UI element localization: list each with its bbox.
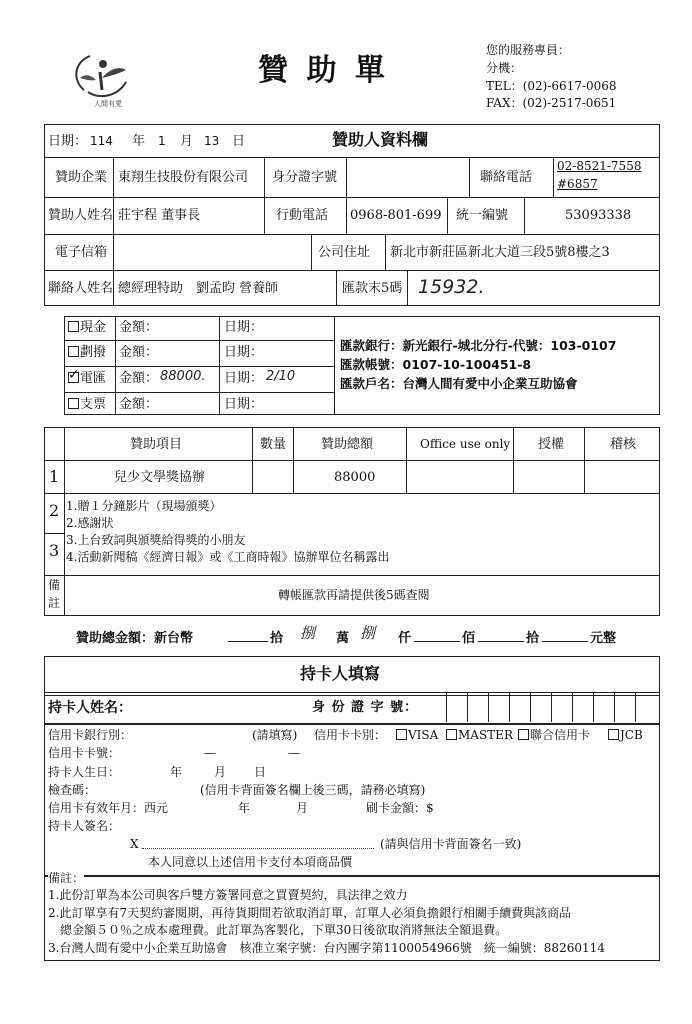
notes-label: 備註： (48, 871, 85, 885)
union-checkbox[interactable] (518, 729, 529, 740)
address-value[interactable]: 新北市新莊區新北大道三段5號8樓之3 (390, 245, 610, 260)
cash-checkbox[interactable] (68, 321, 79, 332)
card-type-visa[interactable]: VISA (396, 729, 438, 741)
header-authorize: 授權 (538, 437, 565, 452)
header-item: 贊助項目 (130, 437, 183, 452)
expiry-month-label: 月 (296, 801, 309, 815)
note-4: 3.台灣人間有愛中小企業互助協會 核准立案字號：台內團字第1100054966號 統一編號：88260114 (48, 941, 605, 955)
note-2: 2.此訂單享有7天契約審閱期，再待貨期間若欲取消訂單，訂單人必須負擔銀行相關手續費與該商品 (48, 906, 572, 920)
card-number-sep-1: — (204, 746, 216, 760)
contact-phone-ext[interactable]: #6857 (557, 177, 598, 191)
total-unit-shi: 拾 (270, 631, 284, 646)
bank-account-holder: 匯款戶名：台灣人間有愛中小企業互助協會 (340, 376, 578, 391)
form-title: 贊 助 單 (258, 53, 389, 88)
wire-date-value[interactable]: 2/10 (266, 369, 296, 384)
total-value-wan[interactable]: 捌 (360, 624, 376, 642)
tax-id-value[interactable]: 53093338 (565, 208, 632, 223)
bank-account: 匯款帳號：0107-10-100451-8 (340, 357, 532, 372)
charge-amount-label: 刷卡金額：$ (366, 801, 434, 815)
service-staff-label: 您的服務專員： (486, 43, 571, 57)
check-code-hint: (信用卡背面簽名欄上後三碼，請務必填寫) (200, 783, 426, 797)
check-code-label: 檢查碼： (48, 783, 97, 797)
contact-phone-label: 聯絡電話 (480, 170, 533, 185)
svg-text:人間有愛: 人間有愛 (94, 100, 122, 108)
card-details (44, 724, 660, 876)
remark-label-2: 註 (48, 596, 61, 610)
date-month[interactable]: 1 (158, 134, 166, 148)
sponsor-name-value[interactable]: 莊宇程 董事長 (118, 208, 201, 223)
check-label: 支票 (80, 397, 107, 412)
remark-label-1: 備 (48, 578, 61, 592)
card-number-sep-2: — (288, 746, 300, 760)
date-year[interactable]: 114 (90, 134, 113, 148)
benefit-2: 2.感謝狀 (66, 516, 114, 530)
birthday-label: 持卡人生日： (48, 765, 121, 779)
signature-hint: (請與信用卡背面簽名一致) (380, 837, 522, 851)
sponsor-section-title: 贊助人資料欄 (332, 130, 429, 149)
benefit-1: 1.贈１分鐘影片（現場頒獎） (66, 499, 222, 513)
date-day-label: 日 (232, 134, 246, 149)
birthday-year-label: 年 (170, 765, 183, 779)
contact-name-value[interactable]: 總經理特助 劉孟昀 營養師 (118, 281, 279, 296)
check-amount-label: 金額： (119, 397, 159, 412)
wire-date-label: 日期： (224, 371, 264, 386)
card-type-label: 信用卡卡別： (314, 728, 387, 742)
note-1: 1.此份訂單為本公司與客戶雙方簽署同意之買賣契約，具法律之效力 (48, 888, 408, 902)
header-office-use: Office use only (420, 437, 511, 451)
row-number: 1 (49, 467, 60, 486)
date-label: 日期： (48, 134, 88, 149)
signature-line[interactable] (142, 848, 374, 849)
visa-checkbox[interactable] (396, 729, 407, 740)
service-ext-label: 分機： (486, 61, 523, 75)
wire-label: 電匯 (80, 371, 107, 386)
sponsor-name-label: 贊助人姓名 (48, 208, 114, 223)
company-label: 贊助企業 (55, 170, 108, 185)
cash-label: 現金 (80, 320, 107, 335)
remit-last5-value[interactable]: 15932. (418, 276, 485, 298)
postal-date-label: 日期： (224, 345, 264, 360)
card-number-label: 信用卡卡號： (48, 746, 121, 760)
service-tel: TEL：(02)-6617-0068 (486, 79, 617, 93)
note-3: 總金額５０％之成本處理費。此訂單為客製化，下單30日後欲取消將無法全額退費。 (48, 923, 508, 937)
check-date-label: 日期： (224, 397, 264, 412)
benefit-3: 3.上台致詞與頒獎給得獎的小朋友 (66, 533, 246, 547)
id-number-label: 身分證字號 (272, 170, 338, 185)
expiry-label: 信用卡有效年月：西元 (48, 801, 169, 815)
row-number-2: 2 (49, 501, 60, 520)
cash-date-label: 日期： (224, 320, 264, 335)
email-label: 電子信箱 (55, 245, 108, 260)
organization-logo (66, 44, 136, 108)
row-number-3: 3 (49, 541, 60, 560)
consent-text: 本人同意以上述信用卡支付本項商品價 (148, 855, 353, 869)
wire-checkbox[interactable] (68, 372, 79, 383)
expiry-year-label: 年 (238, 801, 251, 815)
postal-checkbox[interactable] (68, 346, 79, 357)
total-unit-wan: 萬 (336, 631, 350, 646)
wire-amount-value[interactable]: 88000. (160, 369, 206, 384)
date-day[interactable]: 13 (204, 134, 220, 148)
cash-amount-label: 金額： (119, 320, 159, 335)
address-label: 公司住址 (318, 245, 371, 260)
bank-info: 匯款銀行：新光銀行-城北分行-代號：103-0107 (340, 338, 617, 353)
postal-label: 劃撥 (80, 345, 107, 360)
cardholder-name-label: 持卡人姓名： (48, 700, 132, 716)
remit-last5-label: 匯款末5碼 (342, 281, 403, 296)
contact-phone-value[interactable]: 02-8521-7558 (557, 159, 642, 173)
birthday-day-label: 日 (254, 765, 267, 779)
total-amount-label: 贊助總金額：新台幣 (76, 631, 194, 646)
header-total: 贊助總額 (321, 437, 374, 452)
cardholder-id-label: 身 份 證 字 號： (312, 700, 419, 715)
signature-x: X (130, 837, 139, 851)
benefit-4: 4.活動新聞稿《經濟日報》或《工商時報》協辦單位名稱露出 (66, 550, 390, 564)
remark-text: 轉帳匯款再請提供後5碼查閱 (278, 588, 430, 602)
total-unit-bai: 佰 (462, 631, 476, 646)
contact-name-label: 聯絡人姓名 (48, 281, 114, 296)
total-unit-shi-2: 拾 (526, 631, 540, 646)
total-value-shi[interactable]: 捌 (300, 624, 316, 642)
card-bank-label: 信用卡銀行別： (48, 728, 133, 742)
date-month-label: 月 (180, 134, 194, 149)
company-value[interactable]: 東翔生技股份有限公司 (118, 170, 249, 185)
total-unit-yuan: 元整 (590, 631, 617, 646)
check-checkbox[interactable] (68, 398, 79, 409)
row-total[interactable]: 88000 (334, 470, 376, 485)
header-qty: 數量 (260, 437, 287, 452)
wire-amount-label: 金額： (119, 371, 159, 386)
card-type-union[interactable]: 聯合信用卡 (518, 729, 590, 741)
card-type-jcb[interactable]: JCB (608, 729, 643, 741)
row-item[interactable]: 兒少文學獎協辦 (114, 470, 206, 485)
signature-label: 持卡人簽名： (48, 819, 121, 833)
total-unit-qian: 仟 (398, 631, 412, 646)
header-audit: 稽核 (610, 437, 637, 452)
cardholder-section-title: 持卡人填寫 (300, 664, 381, 683)
date-year-label: 年 (132, 134, 146, 149)
postal-amount-label: 金額： (119, 345, 159, 360)
card-bank-hint: (請填寫) (252, 728, 298, 742)
mobile-value[interactable]: 0968-801-699 (350, 208, 442, 223)
service-fax: FAX：(02)-2517-0651 (486, 96, 617, 110)
mobile-label: 行動電話 (276, 208, 329, 223)
tax-id-label: 統一編號 (456, 208, 509, 223)
birthday-month-label: 月 (214, 765, 227, 779)
master-checkbox[interactable] (446, 729, 457, 740)
card-type-master[interactable]: MASTER (446, 729, 513, 741)
jcb-checkbox[interactable] (608, 729, 619, 740)
